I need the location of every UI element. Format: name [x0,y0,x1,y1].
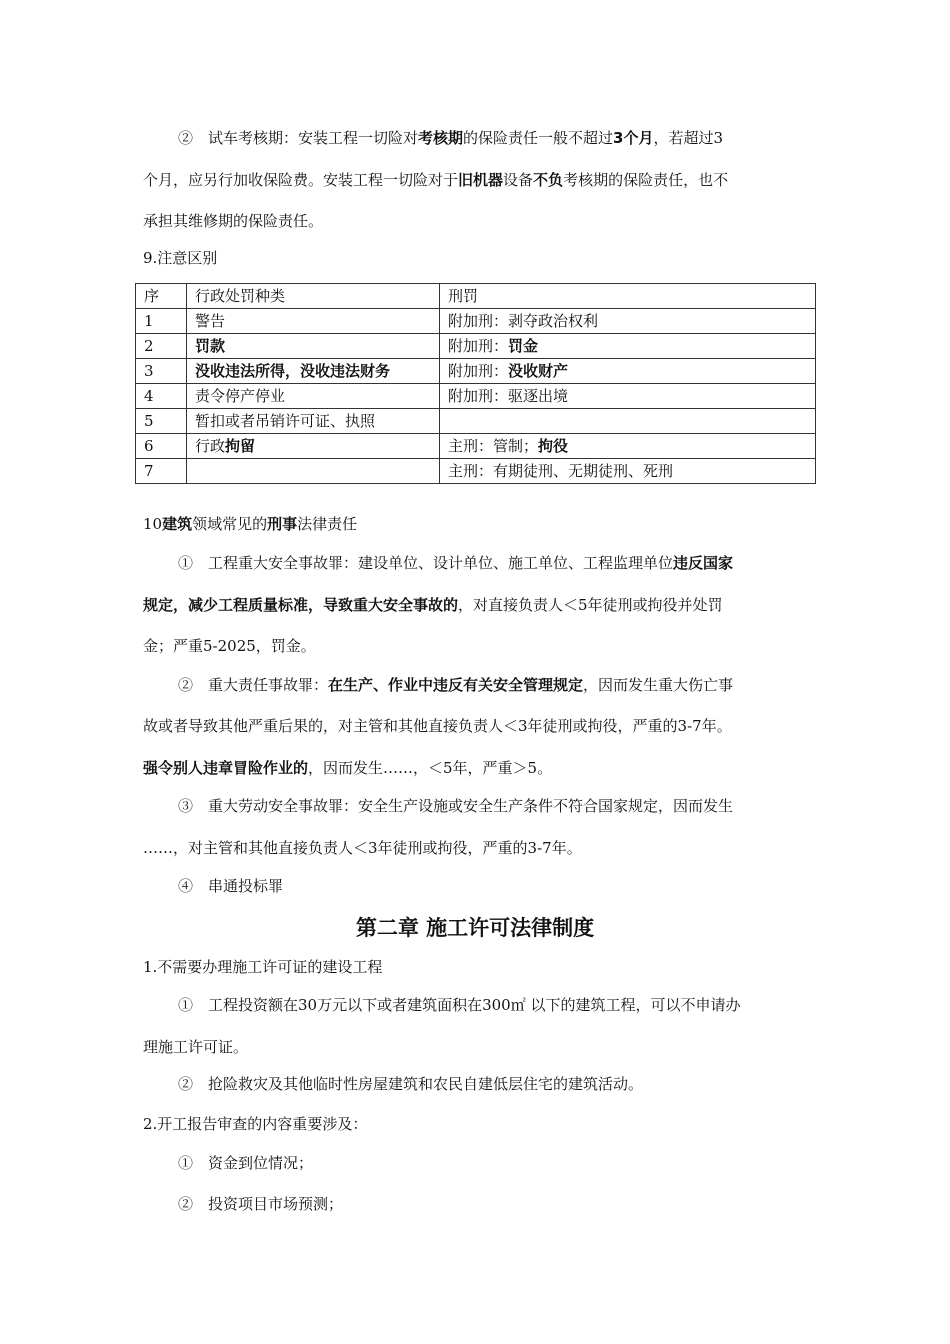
text: 警告 [195,312,226,330]
text: ，若超过3 [653,129,724,147]
bold-text: 没收违法所得，没收违法财务 [195,362,391,380]
cell-admin-penalty [187,359,440,384]
item-3-line-2: ……，对主管和其他直接负责人＜3年徒刑或拘役，严重的3-7年。 [143,839,582,857]
header-cell-index: 序 [136,284,187,309]
trial-period-line-2 [143,170,728,190]
chapter-section-2: 2.开工报告审查的内容重要涉及： [143,1115,368,1133]
header-cell-criminal: 刑罚 [440,284,816,309]
item-3-line-1: ③ 重大劳动安全事故罪：安全生产设施或安全生产条件不符合国家规定，因而发生 [178,797,734,815]
cell-index: 6 [136,434,187,459]
chapter-section-1: 1.不需要办理施工许可证的建设工程 [143,958,383,976]
table-row [136,309,816,334]
text: 的保险责任一般不超过 [463,129,614,147]
bold-text: 旧机器 [458,171,504,189]
cell-index: 3 [136,359,187,384]
text: ，因而发生……，＜5年，严重＞5。 [308,759,553,777]
table-header-row [136,284,816,309]
text: 责令停产停业 [195,387,286,405]
text: 附加刑： [448,337,509,355]
chapter-title: 第二章 施工许可法律制度 [355,916,595,940]
text: 行政 [195,437,226,455]
cell-criminal-penalty [440,334,816,359]
table-row [136,359,816,384]
chapter-s1-item-2: ② 抢险救灾及其他临时性房屋建筑和农民自建低层住宅的建筑活动。 [178,1075,644,1093]
table-row [136,384,816,409]
table-body [136,284,816,484]
text: 附加刑：驱逐出境 [448,387,569,405]
cell-admin-penalty [187,334,440,359]
bold-text: 强令别人违章冒险作业的 [143,759,309,777]
table-row [136,334,816,359]
bold-text: 罚款 [195,337,226,355]
text: 10 [143,515,163,533]
cell-index: 2 [136,334,187,359]
bold-text: 违反国家 [673,554,734,572]
item-1-line-3: 金；严重5-2025，罚金。 [143,637,316,655]
bold-text: 3个月 [613,129,654,147]
bold-text: 考核期 [418,129,464,147]
bold-text: 建筑 [162,515,193,533]
text: 主刑：管制； [448,437,539,455]
text: 法律责任 [297,515,358,533]
cell-index: 1 [136,309,187,334]
text: ，因而发生重大伤亡事 [583,676,734,694]
text: ① 工程重大安全事故罪：建设单位、设计单位、施工单位、工程监理单位 [178,554,674,572]
cell-admin-penalty [187,384,440,409]
bold-text: 罚金 [508,337,539,355]
header-cell-admin: 行政处罚种类 [187,284,440,309]
text: 暂扣或者吊销许可证、执照 [195,412,376,430]
section-9-heading: 9.注意区别 [143,249,218,267]
item-4: ④ 串通投标罪 [178,877,284,895]
cell-criminal-penalty [440,384,816,409]
trial-period-line-1 [178,128,723,148]
chapter-s2-item-2: ② 投资项目市场预测； [178,1195,344,1213]
cell-criminal-penalty [440,359,816,384]
item-2-line-1 [178,675,733,695]
bold-text: 刑事 [267,515,298,533]
item-2-line-2: 故或者导致其他严重后果的，对主管和其他直接负责人＜3年徒刑或拘役，严重的3-7年。 [143,717,732,735]
item-2-line-3 [143,758,552,778]
text: ② 试车考核期：安装工程一切险对 [178,129,419,147]
cell-admin-penalty [187,459,440,484]
section-10-heading [143,514,357,534]
text: 个月，应另行加收保险费。安装工程一切险对于 [143,171,459,189]
bold-text: 拘役 [538,437,569,455]
text: 设备 [503,171,534,189]
text: 附加刑： [448,362,509,380]
text: ，对直接负责人＜5年徒刑或拘役并处罚 [458,596,723,614]
penalty-comparison-table [135,283,816,484]
item-1-line-1 [178,553,733,573]
table-row [136,459,816,484]
cell-criminal-penalty [440,434,816,459]
cell-criminal-penalty [440,409,816,434]
bold-text: 拘留 [225,437,256,455]
chapter-s1-item-1-line-1: ① 工程投资额在30万元以下或者建筑面积在300㎡ 以下的建筑工程，可以不申请办 [178,996,741,1014]
bold-text: 在生产、作业中违反有关安全管理规定 [328,676,584,694]
text: 考核期的保险责任，也不 [563,171,729,189]
table-row [136,434,816,459]
bold-text: 没收财产 [508,362,569,380]
text: ② 重大责任事故罪： [178,676,329,694]
cell-admin-penalty [187,409,440,434]
chapter-s2-item-1: ① 资金到位情况； [178,1154,314,1172]
trial-period-line-3: 承担其维修期的保险责任。 [143,212,324,230]
cell-admin-penalty [187,434,440,459]
table-row [136,409,816,434]
cell-criminal-penalty [440,459,816,484]
item-1-line-2 [143,595,723,615]
chapter-s1-item-1-line-2: 理施工许可证。 [143,1038,249,1056]
bold-text: 规定，减少工程质量标准，导致重大安全事故的 [143,596,459,614]
cell-index: 5 [136,409,187,434]
cell-index: 4 [136,384,187,409]
cell-admin-penalty [187,309,440,334]
bold-text: 不负 [533,171,564,189]
cell-criminal-penalty [440,309,816,334]
text: 附加刑：剥夺政治权利 [448,312,599,330]
text: 主刑：有期徒刑、无期徒刑、死刑 [448,462,674,480]
cell-index: 7 [136,459,187,484]
text: 领域常见的 [192,515,268,533]
